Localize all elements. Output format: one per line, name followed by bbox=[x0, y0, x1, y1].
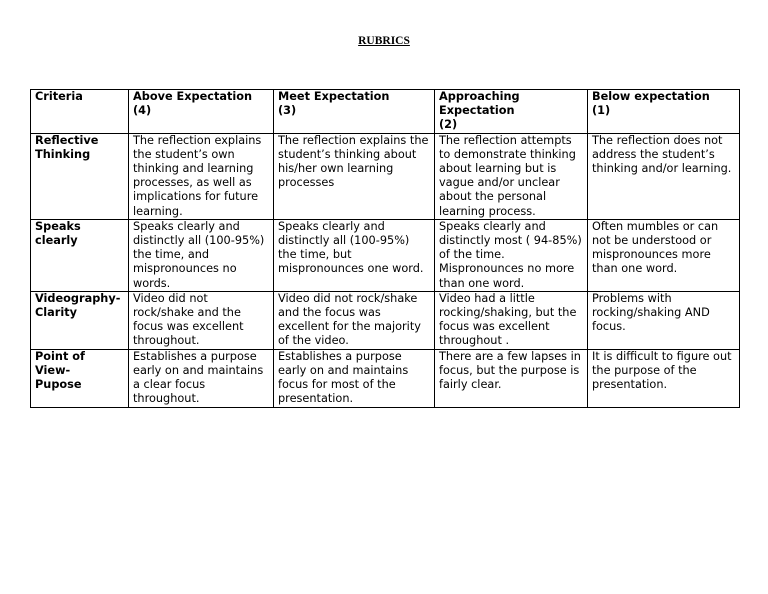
header-approaching-expectation: Approaching Expectation (2) bbox=[435, 90, 588, 134]
table-cell: Video did not rock/shake and the focus was excellent for the majority of the video. bbox=[274, 291, 435, 349]
header-above-expectation: Above Expectation (4) bbox=[129, 90, 274, 134]
table-cell: The reflection explains the student’s own thinking and learning processes, as well as implications for future learning. bbox=[129, 133, 274, 219]
table-cell: Speaks clearly and distinctly all (100-95%) the time, but mispronounces one word. bbox=[274, 219, 435, 291]
table-row bbox=[31, 291, 740, 349]
document-title: RUBRICS bbox=[358, 35, 410, 47]
table-cell: Video did not rock/shake and the focus was excellent throughout. bbox=[129, 291, 274, 349]
header-meet-expectation: Meet Expectation (3) bbox=[274, 90, 435, 134]
table-cell: Problems with rocking/shaking AND focus. bbox=[588, 291, 740, 349]
table-cell: Establishes a purpose early on and maintains a clear focus throughout. bbox=[129, 349, 274, 407]
table-cell: The reflection does not address the student’s thinking and/or learning. bbox=[588, 133, 740, 219]
table-row bbox=[31, 133, 740, 219]
header-below-expectation: Below expectation (1) bbox=[588, 90, 740, 134]
table-cell: The reflection attempts to demonstrate thinking about learning but is vague and/or unclear about the personal learning process. bbox=[435, 133, 588, 219]
table-cell: Establishes a purpose early on and maintains focus for most of the presentation. bbox=[274, 349, 435, 407]
table-cell: Video had a little rocking/shaking, but the focus was excellent throughout . bbox=[435, 291, 588, 349]
table-cell: Speaks clearly and distinctly most ( 94-85%) of the time. Mispronounces no more than one word. bbox=[435, 219, 588, 291]
table-cell: Speaks clearly and distinctly all (100-95%) the time, and mispronounces no words. bbox=[129, 219, 274, 291]
criterion-label: Point of View- Pupose bbox=[31, 349, 129, 407]
table-cell: Often mumbles or can not be understood or mispronounces more than one word. bbox=[588, 219, 740, 291]
table-header-row bbox=[31, 90, 740, 134]
criterion-label: Reflective Thinking bbox=[31, 133, 129, 219]
table-row bbox=[31, 349, 740, 407]
header-criteria: Criteria bbox=[31, 90, 129, 134]
table-row bbox=[31, 219, 740, 291]
criterion-label: Videography- Clarity bbox=[31, 291, 129, 349]
criterion-label: Speaks clearly bbox=[31, 219, 129, 291]
rubric-table bbox=[30, 89, 740, 408]
table-cell: There are a few lapses in focus, but the purpose is fairly clear. bbox=[435, 349, 588, 407]
table-cell: The reflection explains the student’s thinking about his/her own learning processes bbox=[274, 133, 435, 219]
table-cell: It is difficult to figure out the purpose of the presentation. bbox=[588, 349, 740, 407]
